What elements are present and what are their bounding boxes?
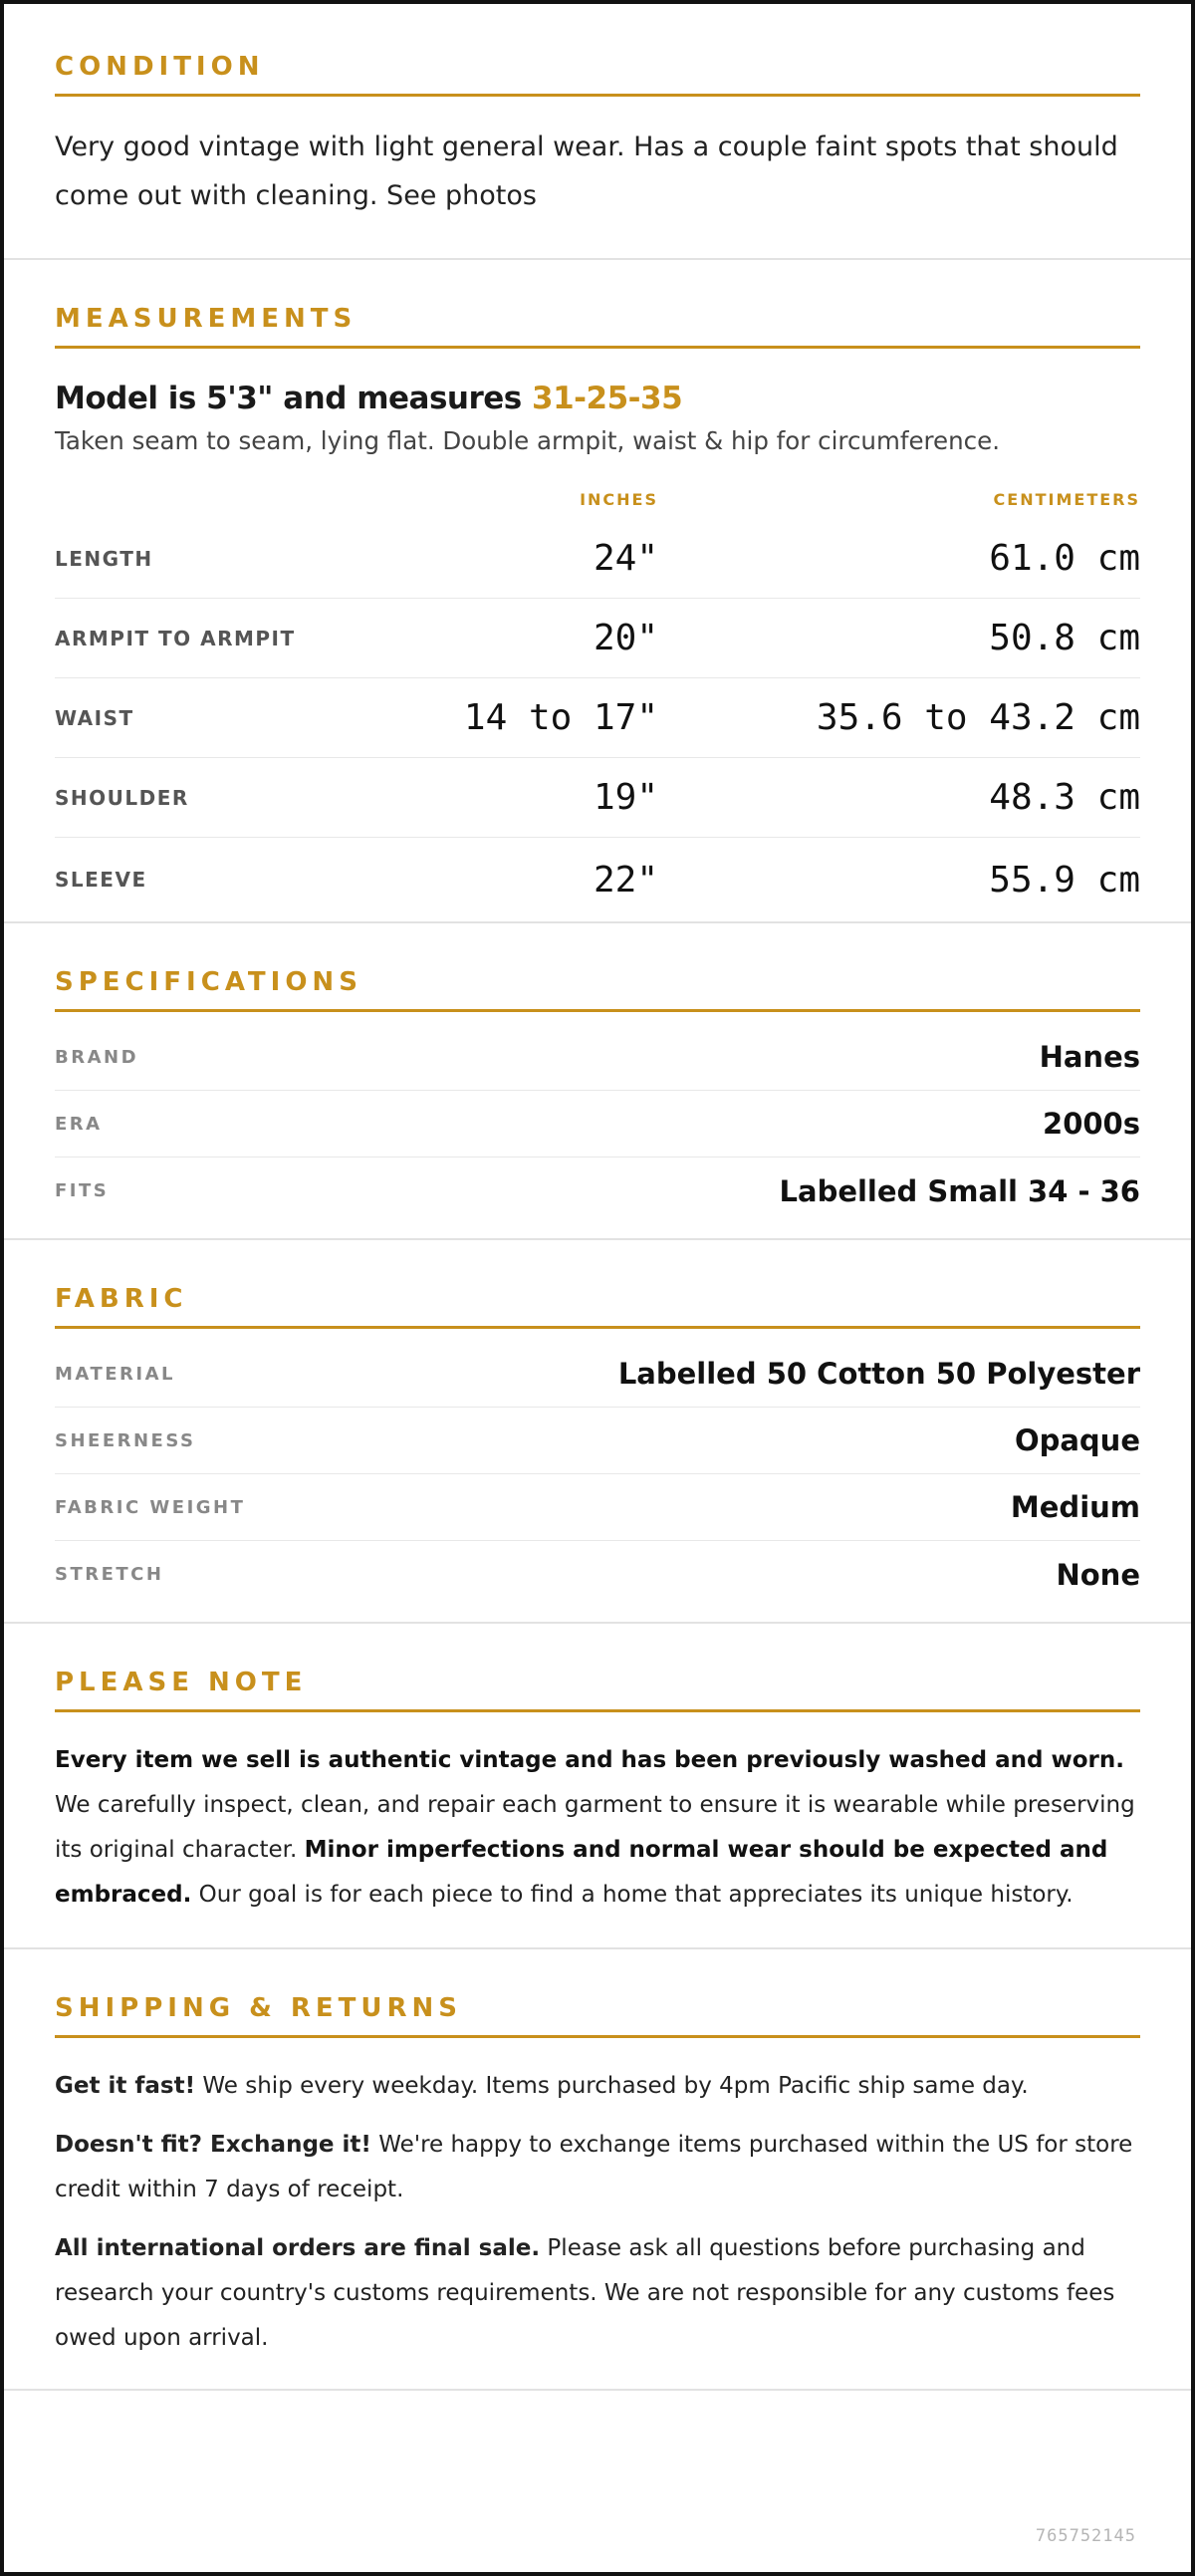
inches-column-header: INCHES (580, 489, 658, 509)
condition-title: CONDITION (55, 52, 1140, 97)
spec-label: FITS (55, 1180, 110, 1201)
fabric-row (55, 1474, 1140, 1541)
measurements-subtitle: Taken seam to seam, lying flat. Double armpit, waist & hip for circumference. (55, 426, 1000, 455)
fabric-row (55, 1541, 1140, 1608)
measurements-section (4, 260, 1191, 923)
measurement-row (55, 758, 1140, 838)
exchange-bold: Doesn't fit? Exchange it! (55, 2132, 371, 2158)
measurement-row (55, 838, 1140, 921)
fabric-title: FABRIC (55, 1284, 1140, 1329)
spec-row (55, 1158, 1140, 1224)
measurements-header-row (55, 479, 1140, 519)
fabric-table (55, 1341, 1140, 1622)
item-id: 765752145 (1035, 2526, 1136, 2546)
measurement-cm: 61.0 cm (989, 538, 1140, 579)
specifications-table (55, 1024, 1140, 1238)
international-paragraph (55, 2226, 1140, 2361)
spec-row (55, 1024, 1140, 1091)
measurement-row (55, 519, 1140, 599)
model-measures-line (55, 381, 1140, 416)
please-note-section (4, 1624, 1191, 1949)
fabric-row (55, 1408, 1140, 1474)
note-bold-1: Every item we sell is authentic vintage and has been previously washed and worn. (55, 1747, 1124, 1773)
fabric-value: None (1056, 1557, 1140, 1592)
centimeters-column-header: CENTIMETERS (993, 489, 1140, 509)
shipping-text: We ship every weekday. Items purchased by 4pm Pacific ship same day. (195, 2073, 1029, 2099)
model-prefix: Model is 5'3" and measures (55, 381, 533, 416)
measurement-inches: 19" (593, 777, 658, 818)
measurements-table (55, 479, 1140, 921)
measurement-label: ARMPIT TO ARMPIT (55, 626, 296, 650)
shipping-section (4, 1949, 1191, 2391)
note-bold-2: Minor imperfections and normal wear should be expected and embraced. (55, 1837, 1108, 1908)
shipping-bold: Get it fast! (55, 2073, 196, 2099)
measurement-inches: 20" (593, 618, 658, 658)
fabric-section (4, 1240, 1191, 1624)
measurements-title: MEASUREMENTS (55, 304, 1140, 349)
international-bold: All international orders are final sale. (55, 2235, 541, 2261)
measurement-cm: 50.8 cm (989, 618, 1140, 658)
note-text-2: Our goal is for each piece to find a home that appreciates its unique history. (191, 1882, 1074, 1908)
measurement-row (55, 678, 1140, 758)
spec-row (55, 1091, 1140, 1158)
fabric-label: MATERIAL (55, 1363, 175, 1385)
fabric-label: FABRIC WEIGHT (55, 1496, 246, 1518)
please-note-text (55, 1712, 1140, 1947)
exchange-paragraph (55, 2123, 1140, 2212)
model-measures-value: 31-25-35 (532, 381, 683, 416)
measurement-label: WAIST (55, 705, 134, 730)
condition-text: Very good vintage with light general wear. Has a couple faint spots that should come out with cleaning. See photos (55, 131, 1118, 211)
fabric-row (55, 1341, 1140, 1408)
specifications-section (4, 923, 1191, 1240)
spec-label: BRAND (55, 1046, 139, 1068)
condition-section (4, 4, 1191, 260)
measurement-label: SLEEVE (55, 868, 147, 892)
measurement-label: SHOULDER (55, 785, 189, 810)
fabric-label: STRETCH (55, 1564, 164, 1585)
spec-value: Labelled Small 34 - 36 (779, 1173, 1140, 1208)
measurement-cm: 48.3 cm (989, 777, 1140, 818)
measurement-inches: 22" (593, 859, 658, 901)
fabric-value: Labelled 50 Cotton 50 Polyester (617, 1357, 1140, 1391)
shipping-paragraph (55, 2064, 1140, 2109)
fabric-value: Opaque (1014, 1423, 1140, 1457)
specifications-title: SPECIFICATIONS (55, 967, 1140, 1012)
shipping-title: SHIPPING & RETURNS (55, 1993, 1140, 2038)
exchange-text: We're happy to exchange items purchased within the US for store credit within 7 days of receipt. (55, 2132, 1133, 2202)
measurement-cm: 35.6 to 43.2 cm (816, 697, 1140, 738)
note-text-1: We carefully inspect, clean, and repair each garment to ensure it is wearable while preserving its original character. (55, 1792, 1135, 1863)
measurement-row (55, 599, 1140, 678)
spec-value: 2000s (1043, 1107, 1140, 1141)
international-text: Please ask all questions before purchasing and research your country's customs requirements. We are not responsible for any customs fees owed upon arrival. (55, 2235, 1115, 2351)
measurement-inches: 14 to 17" (463, 697, 658, 738)
shipping-body (55, 2038, 1140, 2389)
spec-value: Hanes (1039, 1040, 1140, 1074)
measurement-inches: 24" (593, 538, 658, 579)
please-note-title: PLEASE NOTE (55, 1668, 1140, 1712)
measurement-cm: 55.9 cm (989, 859, 1140, 901)
spec-label: ERA (55, 1113, 103, 1135)
measurement-label: LENGTH (55, 546, 153, 571)
fabric-value: Medium (1010, 1490, 1140, 1524)
fabric-label: SHEERNESS (55, 1429, 196, 1451)
